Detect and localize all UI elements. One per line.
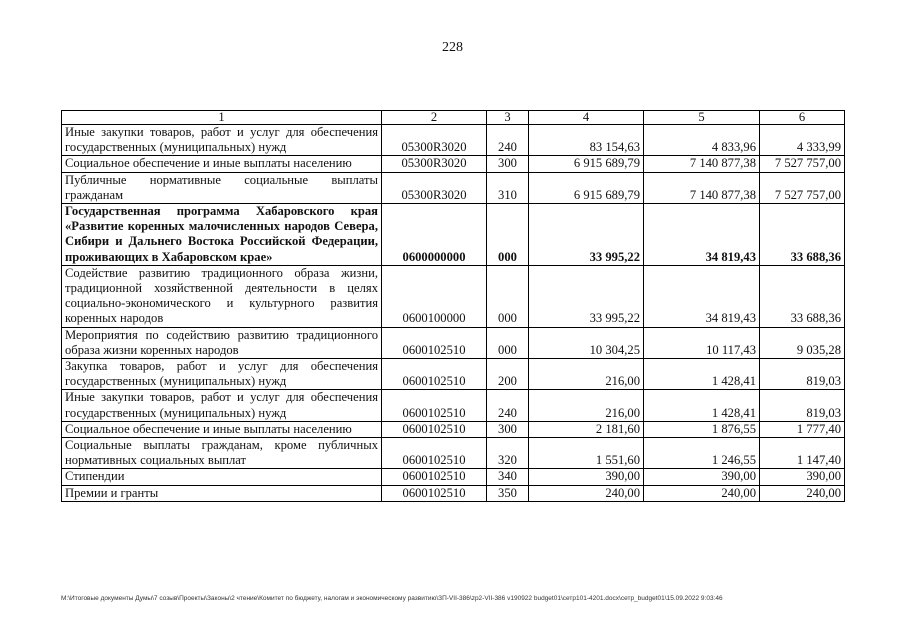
row-value-col4-cell: 240,00 [529, 485, 644, 501]
table-row [62, 359, 845, 390]
row-name-cell: Государственная программа Хабаровского края «Развитие коренных малочисленных народов Севера, Сибири и Дальнего Востока Российской Федерации, проживающих в Хабаровском крае» [62, 204, 382, 266]
row-value-col6-cell: 7 527 757,00 [760, 172, 845, 203]
row-code-cell: 0600102510 [382, 438, 487, 469]
row-value-col5-cell: 390,00 [644, 469, 760, 485]
row-code-cell: 05300R3020 [382, 172, 487, 203]
table-row [62, 172, 845, 203]
column-header: 3 [487, 111, 529, 125]
row-value-col5-cell: 1 428,41 [644, 390, 760, 421]
row-type-cell: 000 [487, 265, 529, 327]
row-code-cell: 0600100000 [382, 265, 487, 327]
row-value-col6-cell: 390,00 [760, 469, 845, 485]
row-name-cell: Закупка товаров, работ и услуг для обеспечения государственных (муниципальных) нужд [62, 359, 382, 390]
row-value-col4-cell: 216,00 [529, 359, 644, 390]
table-row [62, 265, 845, 327]
row-value-col6-cell: 9 035,28 [760, 327, 845, 358]
row-value-col4-cell: 33 995,22 [529, 204, 644, 266]
row-value-col6-cell: 1 777,40 [760, 421, 845, 437]
row-value-col5-cell: 7 140 877,38 [644, 172, 760, 203]
row-value-col6-cell: 819,03 [760, 390, 845, 421]
row-type-cell: 300 [487, 156, 529, 172]
column-header: 1 [62, 111, 382, 125]
row-name-cell: Премии и гранты [62, 485, 382, 501]
column-header: 4 [529, 111, 644, 125]
row-value-col5-cell: 4 833,96 [644, 125, 760, 156]
row-value-col5-cell: 1 428,41 [644, 359, 760, 390]
column-header: 5 [644, 111, 760, 125]
row-name-cell: Социальное обеспечение и иные выплаты населению [62, 156, 382, 172]
table-row [62, 156, 845, 172]
row-name-cell: Социальное обеспечение и иные выплаты населению [62, 421, 382, 437]
row-name-cell: Иные закупки товаров, работ и услуг для обеспечения государственных (муниципальных) нужд [62, 390, 382, 421]
row-value-col6-cell: 33 688,36 [760, 265, 845, 327]
row-value-col5-cell: 34 819,43 [644, 204, 760, 266]
row-value-col6-cell: 7 527 757,00 [760, 156, 845, 172]
budget-table [61, 110, 845, 502]
row-type-cell: 300 [487, 421, 529, 437]
row-type-cell: 340 [487, 469, 529, 485]
table-row [62, 204, 845, 266]
row-type-cell: 240 [487, 390, 529, 421]
row-value-col5-cell: 34 819,43 [644, 265, 760, 327]
table-row [62, 485, 845, 501]
row-value-col4-cell: 390,00 [529, 469, 644, 485]
column-header: 6 [760, 111, 845, 125]
row-value-col4-cell: 216,00 [529, 390, 644, 421]
table-row [62, 125, 845, 156]
row-code-cell: 0600102510 [382, 390, 487, 421]
row-value-col4-cell: 6 915 689,79 [529, 156, 644, 172]
row-value-col6-cell: 819,03 [760, 359, 845, 390]
row-code-cell: 0600102510 [382, 485, 487, 501]
row-code-cell: 0600102510 [382, 469, 487, 485]
row-name-cell: Мероприятия по содействию развитию традиционного образа жизни коренных народов [62, 327, 382, 358]
row-name-cell: Публичные нормативные социальные выплаты гражданам [62, 172, 382, 203]
row-type-cell: 350 [487, 485, 529, 501]
row-value-col4-cell: 83 154,63 [529, 125, 644, 156]
row-value-col5-cell: 1 246,55 [644, 438, 760, 469]
row-type-cell: 000 [487, 204, 529, 266]
row-code-cell: 0600102510 [382, 421, 487, 437]
table-row [62, 327, 845, 358]
row-code-cell: 05300R3020 [382, 156, 487, 172]
row-value-col6-cell: 240,00 [760, 485, 845, 501]
row-value-col4-cell: 6 915 689,79 [529, 172, 644, 203]
footer-file-path: M:\Итоговые документы Думы\7 созыв\Проекты\Законы\2 чтение\Комитет по бюджету, налогам и экономическому развитию\ЗП-VII-386\zp2-VII-386 v190922 budget01\сетр101-4201.docx\сетр_budget01\15.09.2022 9:03:46 [61, 595, 723, 602]
page-number: 228 [442, 40, 463, 55]
row-name-cell: Содействие развитию традиционного образа жизни, традиционной хозяйственной деятельности в целях социально-экономического и культурного развития коренных народов [62, 265, 382, 327]
table-row [62, 438, 845, 469]
row-value-col4-cell: 10 304,25 [529, 327, 644, 358]
row-type-cell: 000 [487, 327, 529, 358]
row-name-cell: Стипендии [62, 469, 382, 485]
row-code-cell: 05300R3020 [382, 125, 487, 156]
row-code-cell: 0600102510 [382, 359, 487, 390]
row-value-col4-cell: 33 995,22 [529, 265, 644, 327]
row-code-cell: 0600000000 [382, 204, 487, 266]
row-value-col4-cell: 1 551,60 [529, 438, 644, 469]
row-code-cell: 0600102510 [382, 327, 487, 358]
table-row [62, 469, 845, 485]
table-row [62, 390, 845, 421]
table-row [62, 421, 845, 437]
row-value-col4-cell: 2 181,60 [529, 421, 644, 437]
row-value-col6-cell: 4 333,99 [760, 125, 845, 156]
row-value-col5-cell: 10 117,43 [644, 327, 760, 358]
row-value-col6-cell: 33 688,36 [760, 204, 845, 266]
row-value-col5-cell: 7 140 877,38 [644, 156, 760, 172]
row-type-cell: 310 [487, 172, 529, 203]
row-value-col5-cell: 240,00 [644, 485, 760, 501]
row-name-cell: Иные закупки товаров, работ и услуг для обеспечения государственных (муниципальных) нужд [62, 125, 382, 156]
row-type-cell: 200 [487, 359, 529, 390]
row-value-col5-cell: 1 876,55 [644, 421, 760, 437]
row-name-cell: Социальные выплаты гражданам, кроме публичных нормативных социальных выплат [62, 438, 382, 469]
row-type-cell: 240 [487, 125, 529, 156]
row-value-col6-cell: 1 147,40 [760, 438, 845, 469]
column-header: 2 [382, 111, 487, 125]
table-header-row [62, 111, 845, 125]
row-type-cell: 320 [487, 438, 529, 469]
